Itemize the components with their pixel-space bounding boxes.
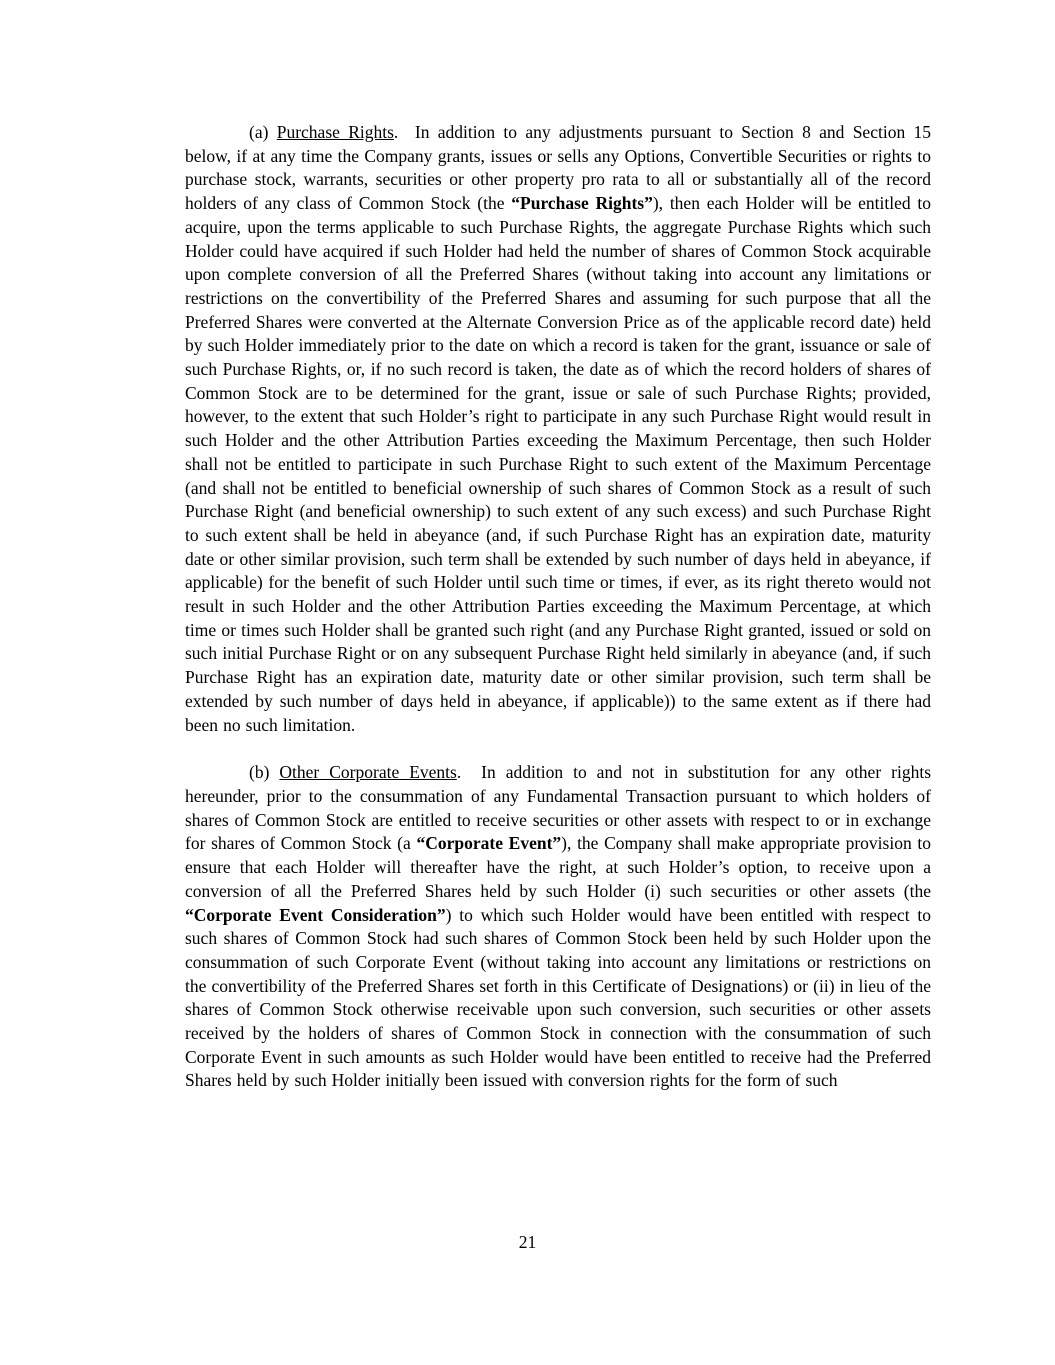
text-segment: Purchase Rights — [276, 122, 394, 142]
text-segment: . In addition to any adjustments pursuant to Section 8 and Section 15 below, if at any time the Company grants, issues or sells any Options, Convertible Securities or rights to purchase stock, warrants, securities or other property pro rata to all or substantially all of the record holders of any class of Common Stock (the — [185, 122, 937, 214]
text-segment: Other Corporate Events — [279, 762, 457, 783]
document-body — [185, 121, 937, 1117]
paragraph-purchase-rights — [185, 121, 937, 737]
text-segment: ), then each Holder will be entitled to acquire, upon the terms applicable to such Purchase Rights, the aggregate Purchase Rights which such Holder could have acquired if such Holder had held the number of shares of Common Stock acquirable upon complete conversion of all the Preferred Shares (without taking into account any limitations or restrictions on the convertibility of the Preferred Shares and assuming for such purpose that all the Preferred Shares were converted at the Alternate Conversion Price as of the applicable record date) held by such Holder immediately prior to the date on which a record is taken for the grant, issuance or sale of such Purchase Rights, or, if no such record is taken, the date as of which the record holders of shares of Common Stock are to be determined for the grant, issue or sale of such Purchase Rights; provided, however, to the extent that such Holder’s right to participate in any such Purchase Right would result in such Holder and the other Attribution Parties exceeding the Maximum Percentage, then such Holder shall not be entitled to participate in such Purchase Right to such extent of the Maximum Percentage (and shall not be entitled to beneficial ownership of such shares of Common Stock as a result of such Purchase Right (and beneficial ownership) to such extent of any such excess) and such Purchase Right to such extent shall be held in abeyance (and, if such Purchase Right has an expiration date, maturity date or other similar provision, such term shall be extended by such number of days held in abeyance, if applicable) for the benefit of such Holder until such time or times, if ever, as its right thereto would not result in such Holder and the other Attribution Parties exceeding the Maximum Percentage, at which time or times such Holder shall be granted such right (and any Purchase Right granted, issued or sold on such initial Purchase Right or on any subsequent Purchase Right held similarly in abeyance (and, if such Purchase Right has an expiration date, maturity date or other similar provision, such term shall be extended by such number of days held in abeyance, if applicable)) to the same extent as if there had been no such limitation. — [185, 193, 937, 735]
text-segment: (a) — [249, 122, 277, 142]
text-segment: “Corporate Event” — [416, 833, 562, 854]
text-segment: . In addition to and not in substitution for any other rights hereunder, prior to the consummation of any Fundamental Transaction pursuant to which holders of shares of Common Stock are entitled to receive securities or other assets with respect to or in exchange for shares of Common Stock (a — [185, 762, 937, 854]
paragraph-other-corporate-events — [185, 761, 937, 1093]
page-number: 21 — [518, 1232, 537, 1252]
text-segment: (b) — [249, 762, 280, 783]
text-segment: ) to which such Holder would have been entitled with respect to such shares of Common Stock had such shares of Common Stock been held by such Holder upon the consummation of such Corporate Event (without taking into account any limitations or restrictions on the convertibility of the Preferred Shares set forth in this Certificate of Designations) or (ii) in lieu of the shares of Common Stock otherwise receivable upon such conversion, such securities or other assets received by the holders of shares of Common Stock in connection with the consummation of such Corporate Event in such amounts as such Holder would have been entitled to receive had the Preferred Shares held by such Holder initially been issued with conversion rights for the form of such — [185, 904, 937, 1091]
text-segment: “Corporate Event Consideration” — [185, 904, 446, 925]
text-segment: “Purchase Rights” — [511, 193, 653, 214]
text-segment: ), the Company shall make appropriate provision to ensure that each Holder will thereafter have the right, at such Holder’s option, to receive upon a conversion of all the Preferred Shares held by such Holder (i) such securities or other assets (the — [185, 833, 937, 901]
